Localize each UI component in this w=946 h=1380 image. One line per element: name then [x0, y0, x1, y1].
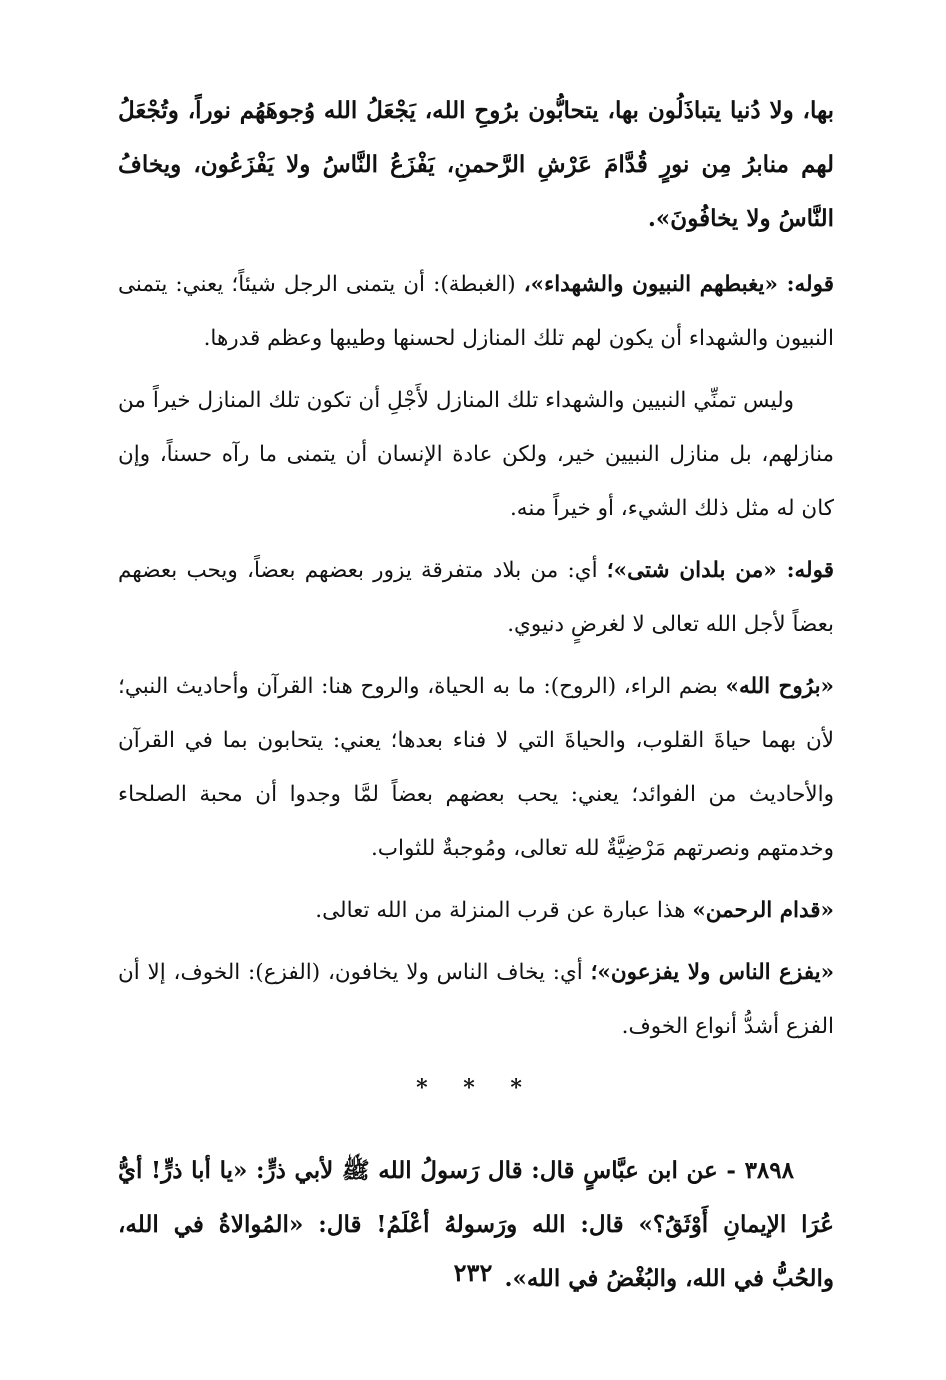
commentary-lead: «يفزع الناس ولا يفزعون»؛	[590, 960, 835, 985]
commentary-lead: «برُوح الله»	[725, 674, 834, 699]
commentary-paragraph-5	[118, 884, 834, 938]
page-content	[118, 84, 834, 1306]
commentary-text: هذا عبارة عن قرب المنزلة من الله تعالى.	[315, 898, 693, 923]
commentary-paragraph-4	[118, 660, 834, 876]
commentary-lead: «قدام الرحمن»	[692, 898, 834, 923]
commentary-paragraph-3	[118, 544, 834, 652]
next-hadith: ٣٨٩٨ - عن ابن عبَّاسٍ قال: قال رَسولُ الله ﷺ لأبي ذرٍّ: «يا أبا ذرٍّ! أيُّ عُرَا الإيمانِ أَوْثَقُ؟» قال: الله ورَسولهُ أعْلَمُ! قال: «المُوالاةُ في الله، والحُبُّ في الله، والبُغْضُ في الله».	[118, 1157, 834, 1292]
commentary-text: (الغبطة): أن يتمنى الرجل شيئاً؛ يعني: يتمنى النبيون والشهداء أن يكون لهم تلك المنازل لحسنها وطيبها وعظم قدرها.	[118, 272, 834, 351]
commentary-paragraph-6	[118, 946, 834, 1054]
section-separator: * * *	[416, 1075, 536, 1101]
commentary-text: وليس تمنِّي النبيين والشهداء تلك المنازل لأَجْلِ أن تكون تلك المنازل خيراً من منازلهم، بل منازل النبيين خير، ولكن عادة الإنسان أن يتمنى ما رآه حسناً، وإن كان له مثل ذلك الشيء، أو خيراً منه.	[118, 388, 834, 521]
commentary-text: أي: من بلاد متفرقة يزور بعضهم بعضاً، ويحب بعضهم بعضاً لأجل الله تعالى لا لغرضٍ دنيوي.	[118, 558, 834, 637]
commentary-text: أي: يخاف الناس ولا يخافون، (الفزع): الخوف، إلا أن الفزع أشدُّ أنواع الخوف.	[118, 960, 834, 1039]
commentary-text: بضم الراء، (الروح): ما به الحياة، والروح هنا: القرآن وأحاديث النبي؛ لأن بهما حياةَ القلوب، والحياةَ التي لا فناء بعدها؛ يعني: يتحابون بما في القرآن والأحاديث من الفوائد؛ يعني: يحب بعضهم بعضاً لمَّا وجدوا أن محبة الصلحاء وخدمتهم ونصرتهم مَرْضِيَّةٌ لله تعالى، ومُوجبةٌ للثواب.	[118, 674, 834, 861]
commentary-lead: قوله: «من بلدان شتى»؛	[606, 558, 834, 583]
commentary-paragraph-2	[118, 374, 834, 536]
commentary-paragraph-1	[118, 258, 834, 366]
page-number: ٢٣٢	[453, 1258, 493, 1287]
hadith-continuation: بها، ولا دُنيا يتباذَلُون بها، يتحابُّون برُوحِ الله، يَجْعَلُ الله وُجوهَهُم نوراً، وتُجْعَلُ لهم منابرُ مِن نورٍ قُدَّامَ عَرْشِ الرَّحمنِ، يَفْزَعُ النَّاسُ ولا يَفْزَعُون، ويخافُ النَّاسُ ولا يخافُونَ».	[118, 97, 834, 232]
commentary-lead: قوله: «يغبطهم النبيون والشهداء»،	[523, 272, 834, 297]
